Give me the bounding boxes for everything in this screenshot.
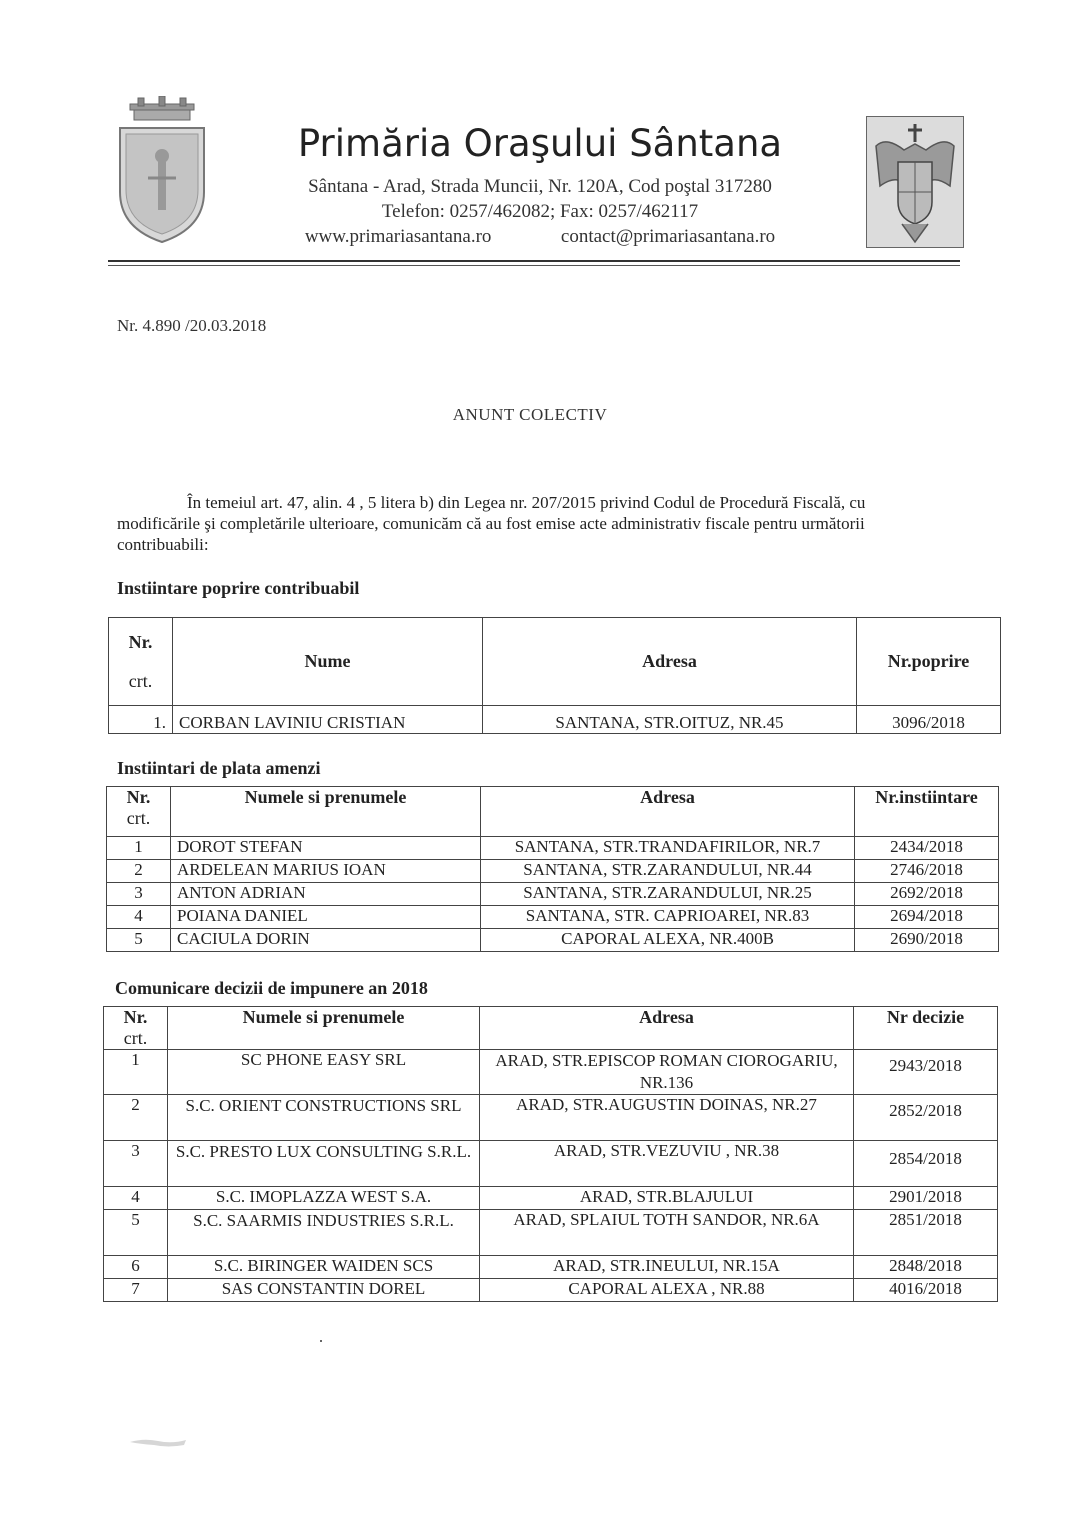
table-row: 1 DOROT STEFAN SANTANA, STR.TRANDAFIRILOR, NR.7 2434/2018 — [107, 837, 999, 860]
header-divider-thin — [108, 265, 960, 266]
table-row: 4 POIANA DANIEL SANTANA, STR. CAPRIOAREI, NR.83 2694/2018 — [107, 906, 999, 929]
header-divider — [108, 260, 960, 262]
col-ref: Nr.poprire — [857, 618, 1001, 706]
page-title: Primăria Oraşului Sântana — [297, 122, 783, 165]
intro-paragraph — [117, 492, 947, 555]
table-row: 7 SAS CONSTANTIN DOREL CAPORAL ALEXA , NR.88 4016/2018 — [104, 1279, 998, 1302]
col-ref: Nr decizie — [854, 1007, 998, 1050]
table-decizii — [103, 1006, 998, 1302]
col-address: Adresa — [483, 618, 857, 706]
city-coat-of-arms-icon — [112, 96, 212, 246]
col-nr: Nr. crt. — [107, 787, 171, 837]
table-header-row — [109, 618, 1001, 706]
col-nr: Nr. crt. — [109, 618, 173, 706]
contact-line — [230, 226, 850, 248]
table-poprire — [108, 617, 1001, 734]
table-header-row — [107, 787, 999, 837]
section-title-decizii: Comunicare decizii de impunere an 2018 — [115, 978, 428, 998]
table-header-row — [104, 1007, 998, 1050]
table-row: 4 S.C. IMOPLAZZA WEST S.A. ARAD, STR.BLAJULUI 2901/2018 — [104, 1187, 998, 1210]
table-row: 3 S.C. PRESTO LUX CONSULTING S.R.L. ARAD, STR.VEZUVIU , NR.38 2854/2018 — [104, 1141, 998, 1187]
table-row: 2 ARDELEAN MARIUS IOAN SANTANA, STR.ZARANDULUI, NR.44 2746/2018 — [107, 860, 999, 883]
scan-smudge — [130, 1436, 186, 1448]
section-title-amenzi: Instiintari de plata amenzi — [117, 758, 321, 778]
col-name: Numele si prenumele — [168, 1007, 480, 1050]
document-heading: ANUNT COLECTIV — [452, 405, 608, 424]
col-address: Adresa — [480, 1007, 854, 1050]
table-row: 5 CACIULA DORIN CAPORAL ALEXA, NR.400B 2690/2018 — [107, 929, 999, 952]
website-link[interactable]: www.primariasantana.ro — [304, 226, 492, 247]
email-link[interactable]: contact@primariasantana.ro — [560, 226, 776, 247]
col-nr: Nr. crt. — [104, 1007, 168, 1050]
romania-coat-of-arms-icon — [866, 116, 964, 248]
table-row: 6 S.C. BIRINGER WAIDEN SCS ARAD, STR.INEULUI, NR.15A 2848/2018 — [104, 1256, 998, 1279]
scan-speck — [320, 1340, 322, 1342]
table-amenzi — [106, 786, 999, 952]
table-row: 5 S.C. SAARMIS INDUSTRIES S.R.L. ARAD, SPLAIUL TOTH SANDOR, NR.6A 2851/2018 — [104, 1210, 998, 1256]
document-number: Nr. 4.890 /20.03.2018 — [117, 316, 267, 335]
phone-fax: Telefon: 0257/462082; Fax: 0257/462117 — [381, 201, 699, 222]
table-row: 3 ANTON ADRIAN SANTANA, STR.ZARANDULUI, NR.25 2692/2018 — [107, 883, 999, 906]
col-name: Numele si prenumele — [171, 787, 481, 837]
postal-address: Sântana - Arad, Strada Muncii, Nr. 120A, Cod poştal 317280 — [308, 176, 772, 197]
table-row: 1 SC PHONE EASY SRL ARAD, STR.EPISCOP ROMAN CIOROGARIU, NR.136 2943/2018 — [104, 1050, 998, 1095]
section-title-poprire: Instiintare poprire contribuabil — [117, 578, 360, 598]
intro-text: În temeiul art. 47, alin. 4 , 5 litera b) din Legea nr. 207/2015 privind Codul de Procedură Fiscală, cu modificările şi completările ulterioare, comunicăm că au fost emise acte administrativ fiscale pentru următorii contribuabili: — [117, 493, 866, 554]
table-row: 2 S.C. ORIENT CONSTRUCTIONS SRL ARAD, STR.AUGUSTIN DOINAS, NR.27 2852/2018 — [104, 1095, 998, 1141]
col-ref: Nr.instiintare — [855, 787, 999, 837]
col-name: Nume — [173, 618, 483, 706]
table-row: 1. CORBAN LAVINIU CRISTIAN SANTANA, STR.OITUZ, NR.45 3096/2018 — [109, 706, 1001, 734]
col-address: Adresa — [481, 787, 855, 837]
